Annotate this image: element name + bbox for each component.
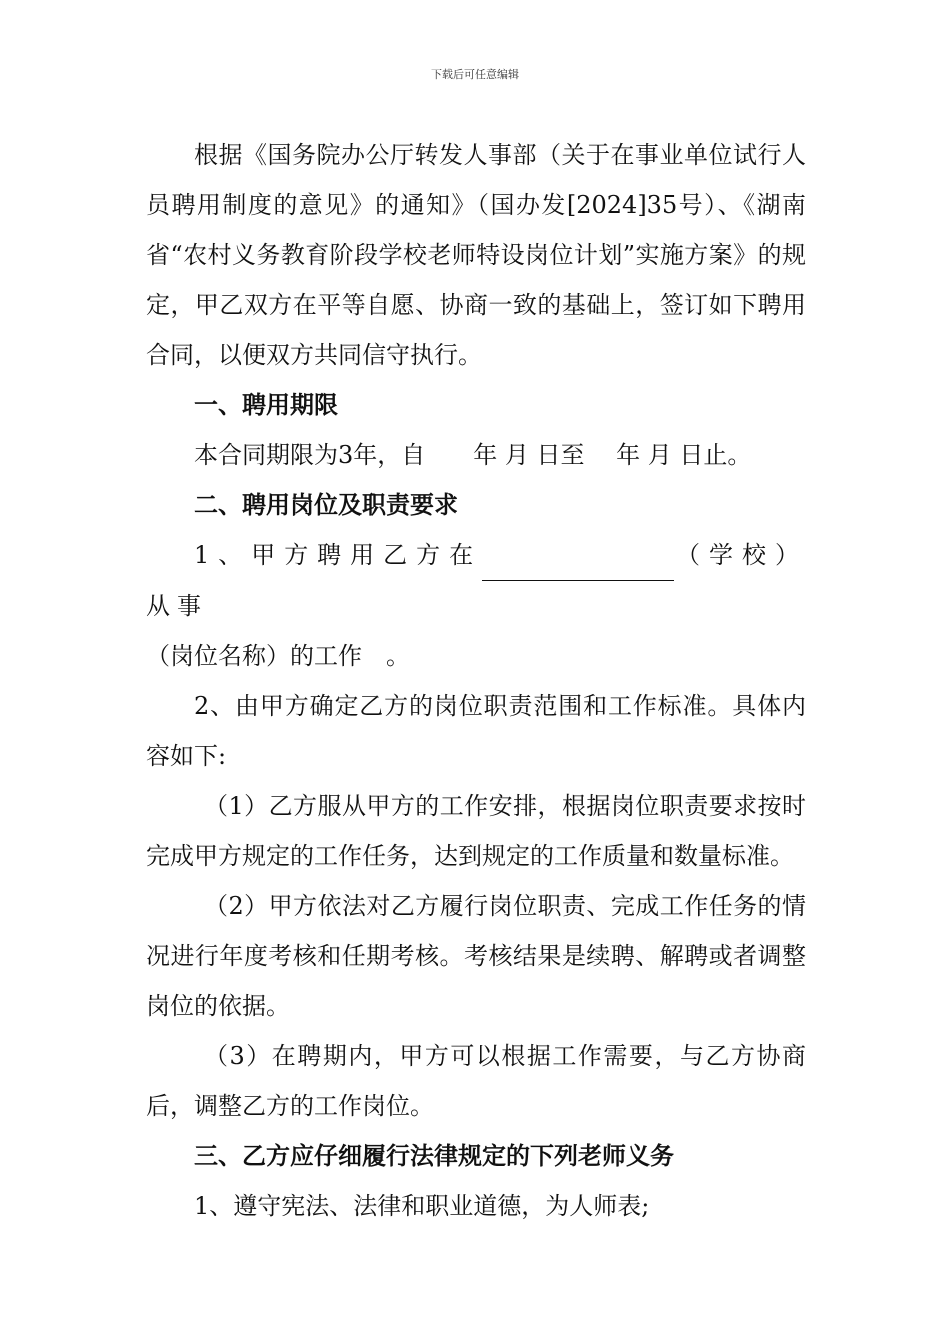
section-heading-term: 一、聘用期限 [194, 391, 338, 419]
position-item-1 [146, 530, 806, 631]
contract-body [146, 130, 806, 1231]
position-item-1-cont: （岗位名称）的工作 。 [146, 642, 410, 670]
duty-sub-3: （3）在聘期内，甲方可以根据工作需要，与乙方协商后，调整乙方的工作岗位。 [146, 1042, 806, 1120]
position-item-2: 2、由甲方确定乙方的岗位职责范围和工作标准。具体内容如下: [146, 692, 806, 770]
page-header-note: 下载后可任意编辑 [431, 68, 519, 81]
position-item-1-suffix: （学校）从事 [146, 541, 806, 620]
intro-paragraph: 根据《国务院办公厅转发人事部（关于在事业单位试行人员聘用制度的意见》的通知》（国办发[2024]35号）、《湖南省“农村义务教育阶段学校老师特设岗位计划”实施方案》的规定，甲乙双方在平等自愿、协商一致的基础上，签订如下聘用合同，以便双方共同信守执行。 [146, 141, 806, 369]
school-name-blank [482, 530, 674, 581]
section-heading-obligations: 三、乙方应仔细履行法律规定的下列老师义务 [194, 1142, 674, 1170]
duty-sub-2: （2）甲方依法对乙方履行岗位职责、完成工作任务的情况进行年度考核和任期考核。考核结果是续聘、解聘或者调整岗位的依据。 [146, 892, 806, 1020]
duty-sub-1: （1）乙方服从甲方的工作安排，根据岗位职责要求按时完成甲方规定的工作任务，达到规定的工作质量和数量标准。 [146, 792, 806, 870]
position-item-1-prefix: 1、甲方聘用乙方在 [194, 541, 483, 569]
obligation-item-1: 1、遵守宪法、法律和职业道德，为人师表; [194, 1192, 650, 1220]
section-heading-position: 二、聘用岗位及职责要求 [194, 491, 458, 519]
term-paragraph: 本合同期限为3年，自 年 月 日至 年 月 日止。 [194, 441, 752, 469]
